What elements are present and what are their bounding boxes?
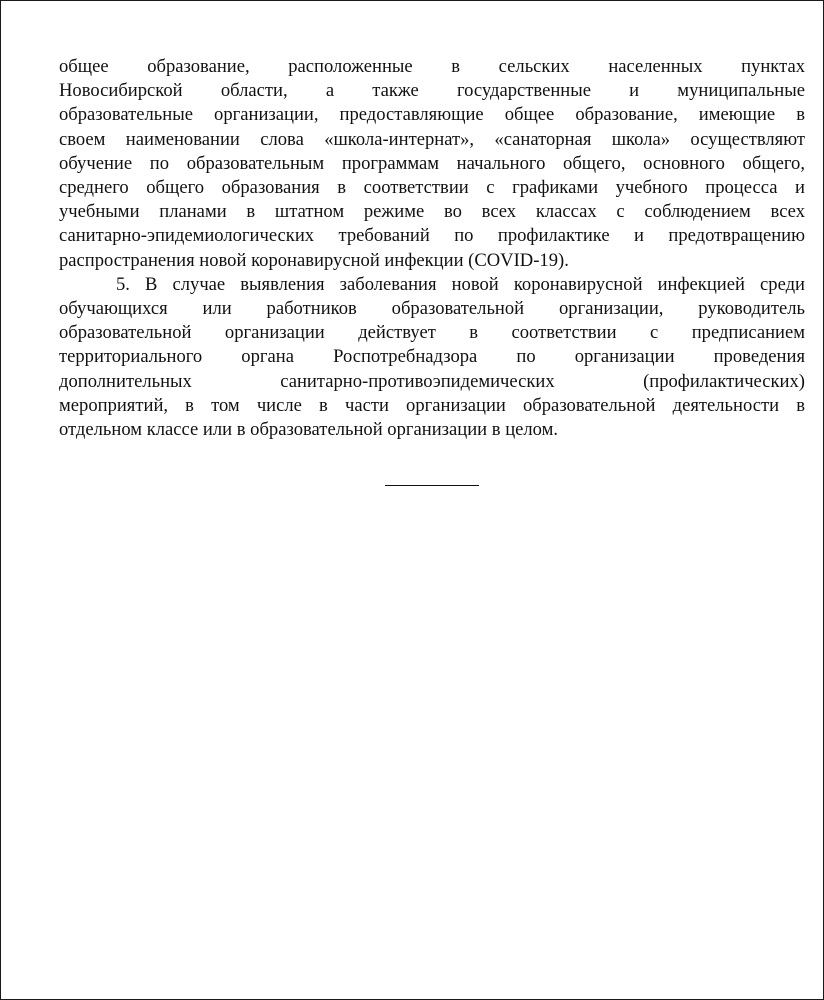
paragraph-continuation (59, 55, 805, 273)
text-line: образовательные организации, предоставляющие общее образование, имеющие в (59, 104, 805, 126)
document-body (59, 55, 805, 442)
text-line: 5. В случае выявления заболевания новой коронавирусной инфекцией среди (116, 273, 805, 295)
text-line: санитарно-эпидемиологических требований по профилактике и предотвращению (59, 225, 805, 247)
text-line: образовательной организации действует в соответствии с предписанием (59, 322, 805, 344)
text-line: Новосибирской области, а также государственные и муниципальные (59, 80, 805, 102)
text-line: мероприятий, в том числе в части организации образовательной деятельности в (59, 394, 805, 416)
text-line: отдельном классе или в образовательной организации в целом. (59, 419, 559, 441)
text-line: территориального органа Роспотребнадзора по организации проведения (59, 346, 805, 368)
text-line: среднего общего образования в соответствии с графиками учебного процесса и (59, 177, 805, 199)
text-line: своем наименовании слова «школа-интернат», «санаторная школа» осуществляют (59, 128, 805, 150)
text-line: обучение по образовательным программам начального общего, основного общего, (59, 152, 805, 174)
end-of-document-rule (385, 485, 479, 486)
text-line: дополнительных санитарно-противоэпидемических (профилактических) (59, 370, 805, 392)
text-line: учебными планами в штатном режиме во всех классах с соблюдением всех (59, 201, 805, 223)
text-line: обучающихся или работников образовательной организации, руководитель (59, 298, 805, 320)
paragraph-5 (59, 273, 805, 442)
text-line: распространения новой коронавирусной инфекции (COVID-19). (59, 249, 569, 271)
text-line: общее образование, расположенные в сельских населенных пунктах (59, 56, 805, 77)
